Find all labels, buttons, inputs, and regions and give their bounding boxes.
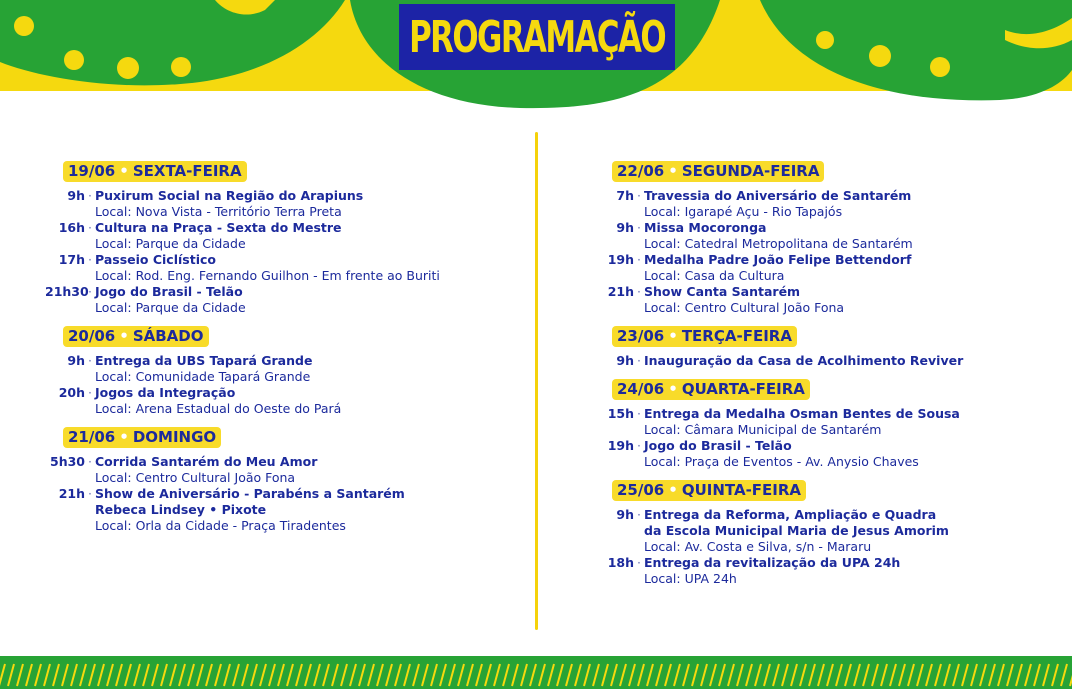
stripe	[638, 664, 644, 686]
event-body	[644, 438, 1064, 470]
stripe	[1016, 664, 1022, 686]
stripe	[782, 664, 788, 686]
stripe	[485, 664, 491, 686]
event-row	[45, 385, 525, 417]
event-title: Cultura na Praça - Sexta do Mestre	[95, 220, 342, 235]
event-body	[644, 220, 1064, 252]
stripe	[764, 664, 770, 686]
stripe	[215, 664, 221, 686]
title-banner	[399, 4, 675, 70]
event-time: 15h	[607, 406, 634, 421]
event-title: Corrida Santarém do Meu Amor	[95, 454, 318, 469]
stripe	[1061, 664, 1067, 686]
event-row	[45, 486, 525, 534]
event-separator: ·	[88, 284, 92, 299]
stripe	[494, 664, 500, 686]
day-weekday: SÁBADO	[132, 327, 204, 345]
day-block	[594, 480, 1064, 587]
stripe	[800, 664, 806, 686]
event-separator: ·	[637, 406, 641, 421]
event-body	[644, 406, 1064, 438]
event-time: 9h	[67, 188, 85, 203]
event-separator: ·	[88, 454, 92, 469]
event-separator: ·	[637, 507, 641, 522]
stripe	[1025, 664, 1031, 686]
stripe	[926, 664, 932, 686]
stripe	[62, 664, 68, 686]
day-header	[612, 480, 806, 501]
stripe	[440, 664, 446, 686]
day-date: 24/06	[617, 380, 665, 398]
stripe	[98, 664, 104, 686]
event-separator: ·	[637, 284, 641, 299]
day-header	[63, 161, 247, 182]
stripe	[89, 664, 95, 686]
event-location: Local: Comunidade Tapará Grande	[95, 369, 311, 384]
stripe	[0, 664, 5, 686]
day-weekday: SEXTA-FEIRA	[132, 162, 242, 180]
day-date: 19/06	[68, 162, 116, 180]
event-row	[45, 252, 525, 284]
event-location: Local: Centro Cultural João Fona	[95, 470, 296, 485]
event-time: 19h	[607, 438, 634, 453]
stripe	[728, 664, 734, 686]
event-separator: ·	[88, 486, 92, 501]
stripe	[377, 664, 383, 686]
event-title: Show Canta Santarém	[644, 284, 801, 299]
stripe	[260, 664, 266, 686]
stripe	[746, 664, 752, 686]
stripe	[755, 664, 761, 686]
stripe	[692, 664, 698, 686]
stripe	[359, 664, 365, 686]
day-date: 21/06	[68, 428, 116, 446]
stripe	[962, 664, 968, 686]
event-separator: ·	[88, 220, 92, 235]
event-separator: ·	[88, 353, 92, 368]
event-title: Jogo do Brasil - Telão	[95, 284, 243, 299]
event-time: 21h	[607, 284, 634, 299]
stripe	[629, 664, 635, 686]
stripe	[251, 664, 257, 686]
stripe	[287, 664, 293, 686]
event-time: 9h	[616, 220, 634, 235]
bullet-separator: •	[668, 162, 678, 180]
event-body	[644, 507, 1064, 555]
event-separator: ·	[637, 438, 641, 453]
stripe	[170, 664, 176, 686]
stripe	[737, 664, 743, 686]
stripe	[521, 664, 527, 686]
stripe	[656, 664, 662, 686]
day-block	[45, 161, 525, 316]
event-body	[95, 188, 525, 220]
event-body	[95, 220, 525, 252]
day-weekday: TERÇA-FEIRA	[681, 327, 792, 345]
stripe	[71, 664, 77, 686]
event-title: Entrega da UBS Tapará Grande	[95, 353, 313, 368]
event-body	[644, 353, 1064, 369]
stripe	[269, 664, 275, 686]
stripe	[161, 664, 167, 686]
day-weekday: QUINTA-FEIRA	[681, 481, 802, 499]
stripe	[404, 664, 410, 686]
event-time: 17h	[58, 252, 85, 267]
event-row	[594, 438, 1064, 470]
event-title: Passeio Ciclístico	[95, 252, 216, 267]
day-header	[612, 326, 797, 347]
event-separator: ·	[637, 252, 641, 267]
stripe	[935, 664, 941, 686]
event-location: Local: Câmara Municipal de Santarém	[644, 422, 882, 437]
event-title: Missa Mocoronga	[644, 220, 767, 235]
stripe	[530, 664, 536, 686]
bullet-separator: •	[119, 327, 129, 345]
event-title: Puxirum Social na Região do Arapiuns	[95, 188, 364, 203]
stripe	[80, 664, 86, 686]
day-header	[612, 379, 810, 400]
day-date: 23/06	[617, 327, 665, 345]
stripe	[647, 664, 653, 686]
event-time: 18h	[607, 555, 634, 570]
stripe	[458, 664, 464, 686]
stripe	[512, 664, 518, 686]
stripe	[197, 664, 203, 686]
stripe	[125, 664, 131, 686]
day-weekday: DOMINGO	[132, 428, 217, 446]
schedule-right-column	[594, 161, 1064, 597]
stripe	[44, 664, 50, 686]
stripe	[863, 664, 869, 686]
stripe	[152, 664, 158, 686]
event-separator: ·	[88, 385, 92, 400]
stripe	[341, 664, 347, 686]
event-separator: ·	[88, 188, 92, 203]
event-body	[95, 454, 525, 486]
event-location: Local: Igarapé Açu - Rio Tapajós	[644, 204, 843, 219]
day-header	[63, 427, 221, 448]
stripe	[575, 664, 581, 686]
stripe	[773, 664, 779, 686]
event-row	[594, 353, 1064, 369]
day-block	[45, 326, 525, 417]
event-time: 9h	[616, 507, 634, 522]
stripe	[908, 664, 914, 686]
event-location: Local: Parque da Cidade	[95, 300, 246, 315]
stripe	[818, 664, 824, 686]
stripe	[602, 664, 608, 686]
event-title-line2: Rebeca Lindsey • Pixote	[95, 502, 267, 517]
event-time: 5h30	[50, 454, 85, 469]
stripe	[566, 664, 572, 686]
event-title: Inauguração da Casa de Acolhimento Reviver	[644, 353, 964, 368]
stripe	[17, 664, 23, 686]
event-time: 9h	[67, 353, 85, 368]
stripe	[278, 664, 284, 686]
stripe	[674, 664, 680, 686]
footer-decoration	[0, 656, 1072, 689]
stripe	[881, 664, 887, 686]
event-body	[95, 284, 525, 316]
event-row	[594, 188, 1064, 220]
event-location: Local: Rod. Eng. Fernando Guilhon - Em frente ao Buriti	[95, 268, 440, 283]
event-body	[95, 353, 525, 385]
stripe	[449, 664, 455, 686]
day-block	[594, 379, 1064, 470]
day-weekday: QUARTA-FEIRA	[681, 380, 805, 398]
event-row	[594, 507, 1064, 555]
stripe	[989, 664, 995, 686]
event-location: Local: Casa da Cultura	[644, 268, 785, 283]
stripe	[368, 664, 374, 686]
stripe	[233, 664, 239, 686]
stripe	[548, 664, 554, 686]
stripe	[179, 664, 185, 686]
event-body	[95, 252, 525, 284]
stripe	[8, 664, 14, 686]
event-title: Entrega da Medalha Osman Bentes de Sousa	[644, 406, 960, 421]
event-row	[594, 284, 1064, 316]
event-row	[45, 188, 525, 220]
stripe	[557, 664, 563, 686]
event-location: Local: Parque da Cidade	[95, 236, 246, 251]
stripe	[188, 664, 194, 686]
event-body	[95, 385, 525, 417]
stripe	[53, 664, 59, 686]
stripe	[1052, 664, 1058, 686]
event-title: Jogos da Integração	[95, 385, 236, 400]
stripe	[1034, 664, 1040, 686]
stripe	[584, 664, 590, 686]
stripe	[386, 664, 392, 686]
event-title: Entrega da revitalização da UPA 24h	[644, 555, 901, 570]
stripe	[1007, 664, 1013, 686]
stripe	[26, 664, 32, 686]
stripe	[305, 664, 311, 686]
event-row	[45, 284, 525, 316]
event-time: 21h30	[45, 284, 89, 299]
day-date: 22/06	[617, 162, 665, 180]
event-row	[594, 555, 1064, 587]
stripe	[224, 664, 230, 686]
event-location: Local: Orla da Cidade - Praça Tiradentes	[95, 518, 346, 533]
day-block	[594, 326, 1064, 369]
event-row	[45, 353, 525, 385]
stripe	[476, 664, 482, 686]
event-location: Local: Arena Estadual do Oeste do Pará	[95, 401, 342, 416]
event-time: 16h	[58, 220, 85, 235]
bullet-separator: •	[668, 481, 678, 499]
stripe	[503, 664, 509, 686]
stripe	[206, 664, 212, 686]
event-body	[644, 555, 1064, 587]
day-block	[594, 161, 1064, 316]
stripe	[242, 664, 248, 686]
event-time: 19h	[607, 252, 634, 267]
stripe	[107, 664, 113, 686]
stripe	[116, 664, 122, 686]
event-separator: ·	[637, 220, 641, 235]
stripe	[980, 664, 986, 686]
stripe	[143, 664, 149, 686]
event-separator: ·	[637, 555, 641, 570]
stripe	[827, 664, 833, 686]
stripe	[890, 664, 896, 686]
stripe	[791, 664, 797, 686]
stripe	[332, 664, 338, 686]
stripe	[134, 664, 140, 686]
event-location: Local: Catedral Metropolitana de Santarém	[644, 236, 913, 251]
stripe	[836, 664, 842, 686]
page-title: PROGRAMAÇÃO	[409, 11, 665, 63]
stripe-pattern	[0, 656, 1072, 689]
stripe	[314, 664, 320, 686]
stripe	[899, 664, 905, 686]
event-time: 7h	[616, 188, 634, 203]
event-body	[644, 252, 1064, 284]
event-title: Medalha Padre João Felipe Bettendorf	[644, 252, 912, 267]
stripe	[872, 664, 878, 686]
stripe	[665, 664, 671, 686]
stripe	[593, 664, 599, 686]
day-header	[63, 326, 209, 347]
event-row	[594, 220, 1064, 252]
stripe	[1043, 664, 1049, 686]
event-location: Local: Av. Costa e Silva, s/n - Mararu	[644, 539, 872, 554]
bullet-separator: •	[119, 162, 129, 180]
day-date: 25/06	[617, 481, 665, 499]
stripe	[395, 664, 401, 686]
event-location: Local: Nova Vista - Território Terra Preta	[95, 204, 342, 219]
day-header	[612, 161, 824, 182]
event-title: Show de Aniversário - Parabéns a Santarém	[95, 486, 405, 501]
column-divider	[535, 132, 538, 630]
day-weekday: SEGUNDA-FEIRA	[681, 162, 820, 180]
stripe	[944, 664, 950, 686]
event-row	[594, 406, 1064, 438]
stripe	[701, 664, 707, 686]
event-time: 20h	[58, 385, 85, 400]
stripe	[917, 664, 923, 686]
event-location: Local: Centro Cultural João Fona	[644, 300, 845, 315]
schedule-left-column	[45, 161, 525, 544]
event-body	[644, 284, 1064, 316]
stripe	[953, 664, 959, 686]
event-separator: ·	[88, 252, 92, 267]
event-row	[45, 454, 525, 486]
stripe	[719, 664, 725, 686]
stripe	[413, 664, 419, 686]
event-separator: ·	[637, 353, 641, 368]
stripe	[35, 664, 41, 686]
stripe	[422, 664, 428, 686]
event-title-line2: da Escola Municipal Maria de Jesus Amorim	[644, 523, 949, 538]
stripe	[710, 664, 716, 686]
event-title: Jogo do Brasil - Telão	[644, 438, 792, 453]
event-title: Entrega da Reforma, Ampliação e Quadra	[644, 507, 937, 522]
event-body	[95, 486, 525, 534]
event-time: 9h	[616, 353, 634, 368]
event-location: Local: Praça de Eventos - Av. Anysio Chaves	[644, 454, 919, 469]
bullet-separator: •	[668, 327, 678, 345]
bullet-separator: •	[119, 428, 129, 446]
stripe	[620, 664, 626, 686]
event-time: 21h	[58, 486, 85, 501]
event-row	[594, 252, 1064, 284]
stripe	[323, 664, 329, 686]
stripe	[611, 664, 617, 686]
stripe	[467, 664, 473, 686]
stripe	[998, 664, 1004, 686]
stripe	[809, 664, 815, 686]
bullet-separator: •	[668, 380, 678, 398]
stripe	[431, 664, 437, 686]
stripe	[845, 664, 851, 686]
event-body	[644, 188, 1064, 220]
event-row	[45, 220, 525, 252]
stripe	[539, 664, 545, 686]
stripe	[971, 664, 977, 686]
stripe	[683, 664, 689, 686]
event-title: Travessia do Aniversário de Santarém	[644, 188, 912, 203]
stripe	[350, 664, 356, 686]
event-location: Local: UPA 24h	[644, 571, 737, 586]
day-date: 20/06	[68, 327, 116, 345]
day-block	[45, 427, 525, 534]
stripe	[296, 664, 302, 686]
stripe	[854, 664, 860, 686]
event-separator: ·	[637, 188, 641, 203]
